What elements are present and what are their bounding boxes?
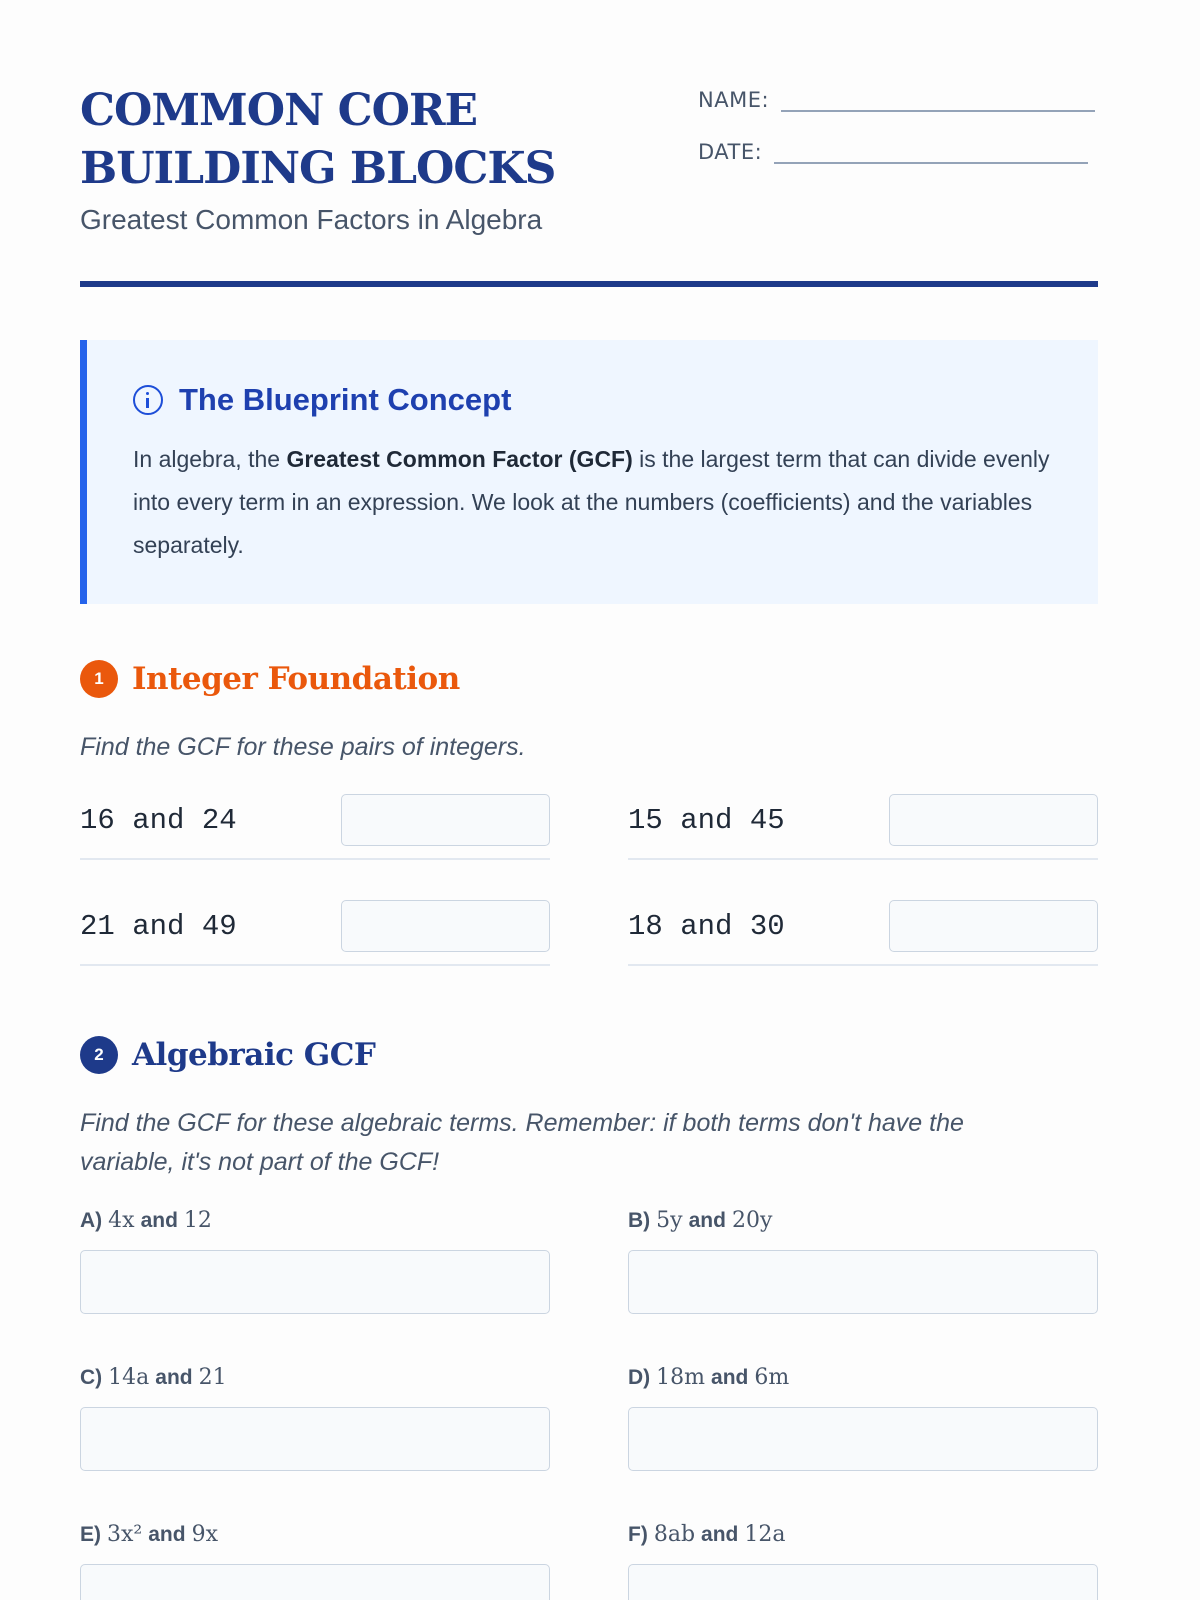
name-line[interactable] — [781, 86, 1095, 112]
problem-letter: B) — [628, 1209, 651, 1232]
date-label: DATE: — [698, 140, 763, 164]
answer-box[interactable] — [628, 1564, 1098, 1600]
and-word: and — [688, 1209, 726, 1232]
concept-body-bold: Greatest Common Factor (GCF) — [286, 446, 633, 472]
name-field — [698, 86, 1095, 112]
section-number-badge: 1 — [80, 660, 118, 698]
problem-term-2: 21 — [198, 1365, 227, 1390]
answer-box[interactable] — [341, 900, 550, 952]
problem-term-2: 12 — [183, 1208, 212, 1233]
integer-problem — [80, 794, 550, 860]
and-word: and — [148, 1523, 186, 1546]
problem-label — [80, 1208, 550, 1238]
problem-term-2: 20y — [731, 1208, 773, 1233]
and-word: and — [701, 1523, 739, 1546]
concept-body-end: is the largest term that can divide evenly into every term in an expression. We look at the numbers (coefficients) and the variables separately. — [133, 446, 1050, 558]
problem-term-1: 4x — [108, 1208, 135, 1233]
concept-body-start: In algebra, the — [133, 446, 287, 472]
problem-term-2: 9x — [191, 1522, 218, 1547]
problem-term-1: 5y — [656, 1208, 683, 1233]
problem-text: 18 and 30 — [628, 910, 785, 943]
info-icon — [133, 385, 163, 415]
section-integer-foundation — [80, 660, 460, 698]
problem-text: 15 and 45 — [628, 804, 785, 837]
problem-term-1: 8ab — [653, 1522, 696, 1547]
answer-box[interactable] — [628, 1407, 1098, 1471]
concept-callout — [80, 340, 1098, 604]
date-field — [698, 138, 1088, 164]
problem-label — [80, 1365, 550, 1395]
answer-box[interactable] — [80, 1407, 550, 1471]
answer-box[interactable] — [80, 1250, 550, 1314]
worksheet-title: COMMON CORE BUILDING BLOCKS — [80, 85, 556, 194]
worksheet-page — [80, 0, 1098, 1600]
problem-term-2: 6m — [754, 1365, 790, 1390]
header-divider — [80, 281, 1098, 287]
concept-heading — [133, 382, 511, 418]
algebra-problem — [628, 1522, 1098, 1600]
date-line[interactable] — [774, 138, 1088, 164]
integer-problem — [80, 900, 550, 966]
problem-letter: F) — [628, 1523, 648, 1546]
integer-problem — [628, 794, 1098, 860]
algebra-problem — [628, 1208, 1098, 1314]
problem-label — [628, 1522, 1098, 1552]
and-word: and — [140, 1209, 178, 1232]
algebra-problem — [80, 1365, 550, 1471]
section-instruction: Find the GCF for these algebraic terms. Remember: if both terms don't have the variable, it's not part of the GCF! — [80, 1109, 964, 1176]
section-title: Integer Foundation — [132, 661, 460, 697]
section-algebraic-gcf — [80, 1036, 375, 1074]
answer-box[interactable] — [341, 794, 550, 846]
problem-letter: A) — [80, 1209, 103, 1232]
name-label: NAME: — [698, 88, 770, 112]
problem-term-1: 3x² — [107, 1522, 143, 1547]
concept-title: The Blueprint Concept — [179, 382, 512, 417]
algebra-problem — [628, 1365, 1098, 1471]
and-word: and — [155, 1366, 193, 1389]
concept-body — [133, 438, 1073, 567]
problem-letter: C) — [80, 1366, 103, 1389]
problem-label — [628, 1208, 1098, 1238]
answer-box[interactable] — [80, 1564, 550, 1600]
problem-term-1: 14a — [108, 1365, 150, 1390]
integer-problem — [628, 900, 1098, 966]
worksheet-subtitle: Greatest Common Factors in Algebra — [80, 204, 543, 235]
problem-text: 21 and 49 — [80, 910, 237, 943]
problem-text: 16 and 24 — [80, 804, 237, 837]
problem-term-2: 12a — [744, 1522, 786, 1547]
algebra-problem — [80, 1208, 550, 1314]
section-title: Algebraic GCF — [132, 1037, 376, 1073]
problem-letter: D) — [628, 1366, 651, 1389]
problem-label — [628, 1365, 1098, 1395]
problem-label — [80, 1522, 550, 1552]
problem-letter: E) — [80, 1523, 101, 1546]
answer-box[interactable] — [889, 794, 1098, 846]
section-instruction: Find the GCF for these pairs of integers. — [80, 733, 526, 761]
section-number-badge: 2 — [80, 1036, 118, 1074]
answer-box[interactable] — [628, 1250, 1098, 1314]
answer-box[interactable] — [889, 900, 1098, 952]
and-word: and — [711, 1366, 749, 1389]
problem-term-1: 18m — [656, 1365, 706, 1390]
algebra-problem — [80, 1522, 550, 1600]
